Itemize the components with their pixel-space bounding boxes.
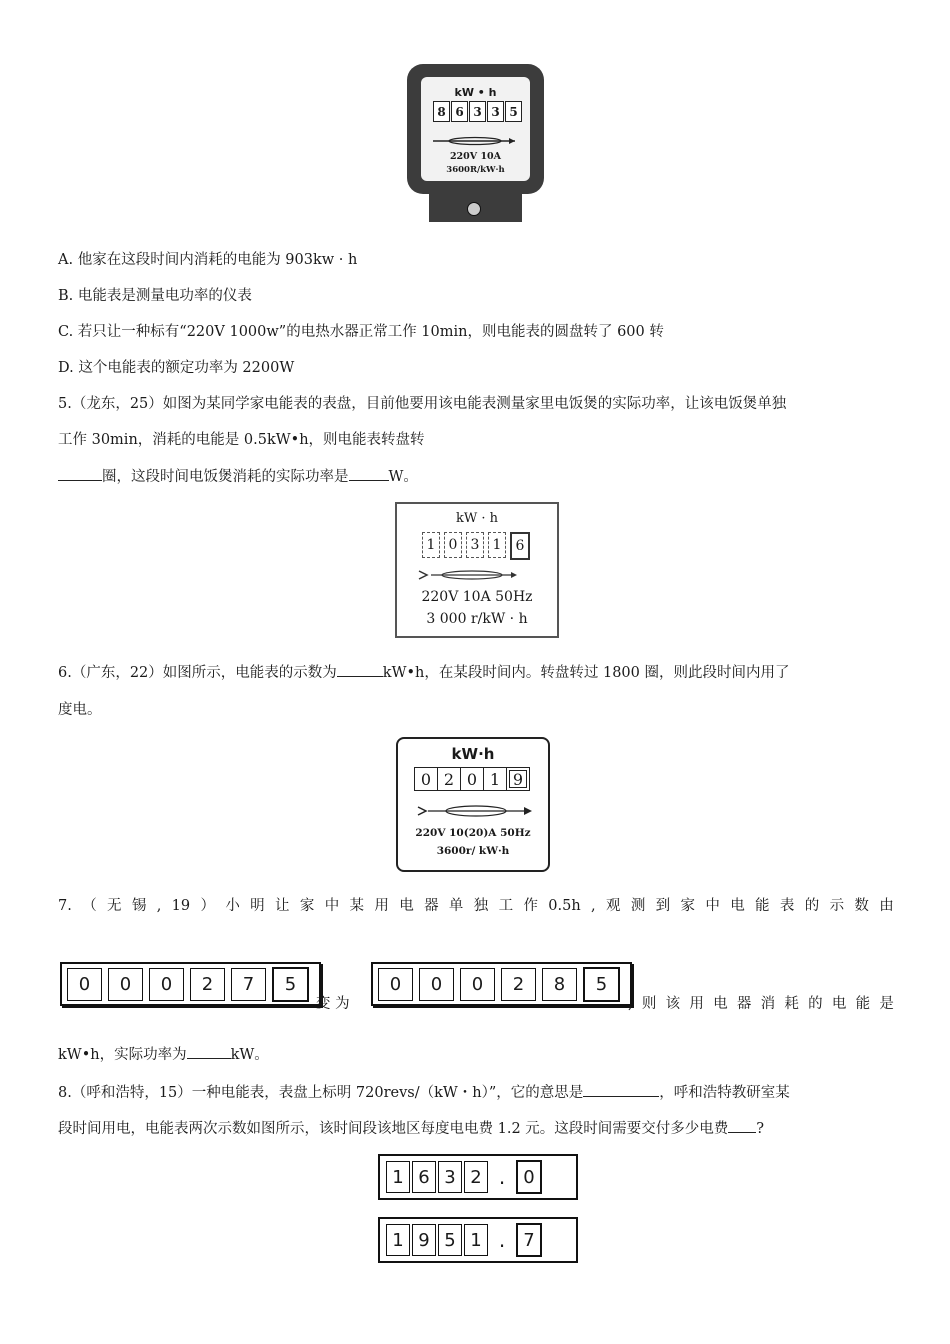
- q7-char: 无: [107, 898, 122, 914]
- reading-digit: 6: [412, 1161, 436, 1193]
- q5-text: 圈，这段时间电饭煲消耗的实际功率是: [102, 469, 349, 485]
- q8-text: 段时间用电，电能表两次示数如图所示，该时间段该地区每度电电费 1.2 元。这段时间需要交付多少电费: [58, 1121, 729, 1137]
- counter-digit: 0: [419, 968, 454, 1001]
- q7-char: 中: [324, 898, 340, 914]
- counter-digit: 2: [501, 968, 536, 1001]
- counter-digit: 0: [460, 968, 495, 1001]
- meter-spec-voltage: 220V 10(20)A 50Hz: [415, 827, 531, 839]
- q7-char: 用: [374, 898, 389, 914]
- q7-char: ）: [200, 898, 215, 914]
- q7-char: 0.5h: [548, 898, 581, 914]
- q7-char: 该: [665, 996, 681, 1012]
- answer-blank[interactable]: [583, 1082, 659, 1097]
- q7-char: 消: [760, 996, 776, 1012]
- option-a: A. 他家在这段时间内消耗的电能为 903kw · h: [58, 252, 358, 268]
- meter-digits: [414, 767, 530, 791]
- meter-digit: 1: [484, 768, 507, 790]
- q7-char: 能: [755, 898, 770, 914]
- meter-unit: kW·h: [451, 745, 495, 763]
- q7-char: 家: [299, 898, 315, 914]
- q7-char: 则: [641, 996, 657, 1012]
- q7-char: 示: [829, 898, 845, 914]
- q7-text: kW。: [230, 1047, 269, 1063]
- screw-icon: [467, 202, 481, 216]
- q7-char: 电: [831, 996, 847, 1012]
- meter-digit: 1: [422, 532, 440, 558]
- counter-before: [60, 962, 321, 1006]
- q5-line-1: 5.（龙东，25）如图为某同学家电能表的表盘，目前他要用该电能表测量家里电饭煲的实际功率，让该电饭煲单独: [58, 396, 787, 412]
- reading-fraction-digit: 7: [516, 1223, 542, 1257]
- answer-blank[interactable]: [349, 466, 389, 481]
- q6-text: kW•h，在某段时间内。转盘转过 1800 圈，则此段时间内用了: [382, 665, 790, 681]
- q8-text: ?: [756, 1121, 765, 1137]
- meter-digit: 0: [415, 768, 438, 790]
- meter-spec-voltage: 220V 10A: [449, 151, 502, 162]
- q7-char: 家: [680, 898, 696, 914]
- q7-line-1: [58, 896, 894, 916]
- meter-figure-3: [396, 737, 552, 874]
- q7-char: 电: [730, 898, 745, 914]
- meter-spec-constant: 3600r/ kW·h: [436, 845, 510, 857]
- rotor-arrow-icon: [431, 135, 519, 147]
- decimal-point: .: [498, 1165, 506, 1189]
- counter-digit: 5: [583, 967, 620, 1002]
- meter-digit: 5: [505, 101, 522, 122]
- q7-char: 独: [473, 898, 489, 914]
- meter-unit: kW · h: [455, 511, 498, 526]
- q7-char: ,: [156, 898, 162, 914]
- q7-char: 锡: [131, 898, 147, 914]
- meter-digit: 1: [488, 532, 506, 558]
- reading-digit: 2: [464, 1161, 488, 1193]
- q8-line-1: [58, 1082, 894, 1103]
- reading-fraction-digit: 0: [516, 1160, 542, 1194]
- q7-char: 作: [523, 898, 538, 914]
- q7-char: 工: [498, 898, 514, 914]
- answer-blank[interactable]: [728, 1118, 756, 1133]
- meter-figure-2: [391, 500, 559, 638]
- q7-char: 数: [854, 898, 869, 914]
- reading-digit: 1: [464, 1224, 488, 1256]
- q7-char: 器: [424, 898, 439, 914]
- q7-char: 电: [713, 996, 728, 1012]
- counter-digit: 8: [542, 968, 577, 1001]
- counter-digit: 5: [272, 967, 309, 1002]
- q7-tail: [628, 994, 894, 1014]
- q7-char: 中: [705, 898, 720, 914]
- meter-digit: 0: [461, 768, 484, 790]
- q7-char: 测: [630, 898, 646, 914]
- reading-second: [378, 1217, 578, 1263]
- meter-frame: [395, 502, 559, 638]
- q7-char: ,: [628, 996, 633, 1012]
- q8-text: 8.（呼和浩特，15）一种电能表，表盘上标明 720revs/（kW・h）”，它的意思是: [58, 1085, 584, 1101]
- meter-unit: kW • h: [454, 86, 497, 99]
- option-b: B. 电能表是测量电功率的仪表: [58, 288, 252, 304]
- q7-char: 器: [736, 996, 752, 1012]
- counter-digit: 0: [149, 968, 184, 1001]
- q7-char: 让: [275, 898, 290, 914]
- rotor-arrow-icon: [417, 568, 527, 582]
- q7-char: 电: [399, 898, 414, 914]
- meter-digit: 2: [438, 768, 461, 790]
- meter-digit: 9: [507, 768, 529, 790]
- meter-digit: 3: [487, 101, 504, 122]
- meter-spec-voltage: 220V 10A 50Hz: [421, 589, 533, 605]
- meter-digit: 3: [469, 101, 486, 122]
- meter-digit: 8: [433, 101, 450, 122]
- reading-digit: 9: [412, 1224, 436, 1256]
- meter-digit: 6: [451, 101, 468, 122]
- counter-digit: 0: [67, 968, 102, 1001]
- q7-mid: 变 为: [316, 996, 350, 1012]
- q7-char: 由: [879, 898, 894, 914]
- q7-char: 表: [779, 898, 795, 914]
- meter-face: [421, 77, 530, 181]
- q8-line-2: [58, 1118, 894, 1139]
- q7-char: 某: [349, 898, 365, 914]
- option-c: C. 若只让一种标有“220V 1000w”的电热水器正常工作 10min，则电能表的圆盘转了 600 转: [58, 324, 664, 340]
- meter-digit: 0: [444, 532, 462, 558]
- meter-spec-constant: 3 000 r/kW · h: [426, 611, 528, 627]
- q7-char: 观: [605, 898, 621, 914]
- q5-line-2: 工作 30min，消耗的电能是 0.5kW•h，则电能表转盘转: [58, 432, 425, 448]
- q7-text: kW•h，实际功率为: [58, 1047, 187, 1063]
- meter-spec-constant: 3600R/kW·h: [446, 165, 505, 175]
- reading-digit: 1: [386, 1161, 410, 1193]
- q7-char: 能: [855, 996, 871, 1012]
- counter-digit: 2: [190, 968, 225, 1001]
- q7-char: 到: [655, 898, 671, 914]
- q7-char: 用: [689, 996, 704, 1012]
- option-d: D. 这个电能表的额定功率为 2200W: [58, 360, 295, 376]
- q5-text: W。: [388, 469, 418, 485]
- meter-digits: [422, 532, 534, 560]
- q7-char: 的: [808, 996, 823, 1012]
- q7-char: 明: [250, 898, 265, 914]
- q7-char: 小: [225, 898, 240, 914]
- q6-line-2: 度电。: [58, 702, 102, 718]
- meter-digit: 3: [466, 532, 484, 558]
- answer-blank[interactable]: [58, 466, 102, 481]
- reading-digit: 5: [438, 1224, 462, 1256]
- q8-text: ，呼和浩特教研室某: [659, 1085, 790, 1101]
- reading-digit: 3: [438, 1161, 462, 1193]
- q6-text: 6.（广东，22）如图所示，电能表的示数为: [58, 665, 337, 681]
- reading-digit: 1: [386, 1224, 410, 1256]
- q7-char: ,: [591, 898, 596, 914]
- q7-char: 的: [804, 898, 820, 914]
- counter-digit: 0: [108, 968, 143, 1001]
- q7-char: 是: [879, 996, 894, 1012]
- q7-line-3: [58, 1044, 894, 1065]
- meter-digit: 6: [510, 532, 530, 560]
- q7-char: 7.: [58, 898, 72, 914]
- counter-after: [371, 962, 632, 1006]
- q7-char: 单: [448, 898, 464, 914]
- counter-digit: 0: [378, 968, 413, 1001]
- q7-char: 耗: [784, 996, 799, 1012]
- q5-line-3: [58, 466, 894, 487]
- q6-line-1: [58, 662, 894, 683]
- answer-blank[interactable]: [337, 662, 383, 677]
- reading-first: [378, 1154, 578, 1200]
- q7-char: 19: [171, 898, 191, 914]
- meter-digits: [433, 101, 523, 122]
- meter-figure-1: [407, 64, 544, 222]
- rotor-arrow-icon: [416, 803, 536, 819]
- counter-digit: 7: [231, 968, 266, 1001]
- answer-blank[interactable]: [187, 1044, 231, 1059]
- decimal-point: .: [498, 1228, 506, 1252]
- meter-frame: [396, 737, 550, 872]
- q7-char: （: [82, 898, 97, 914]
